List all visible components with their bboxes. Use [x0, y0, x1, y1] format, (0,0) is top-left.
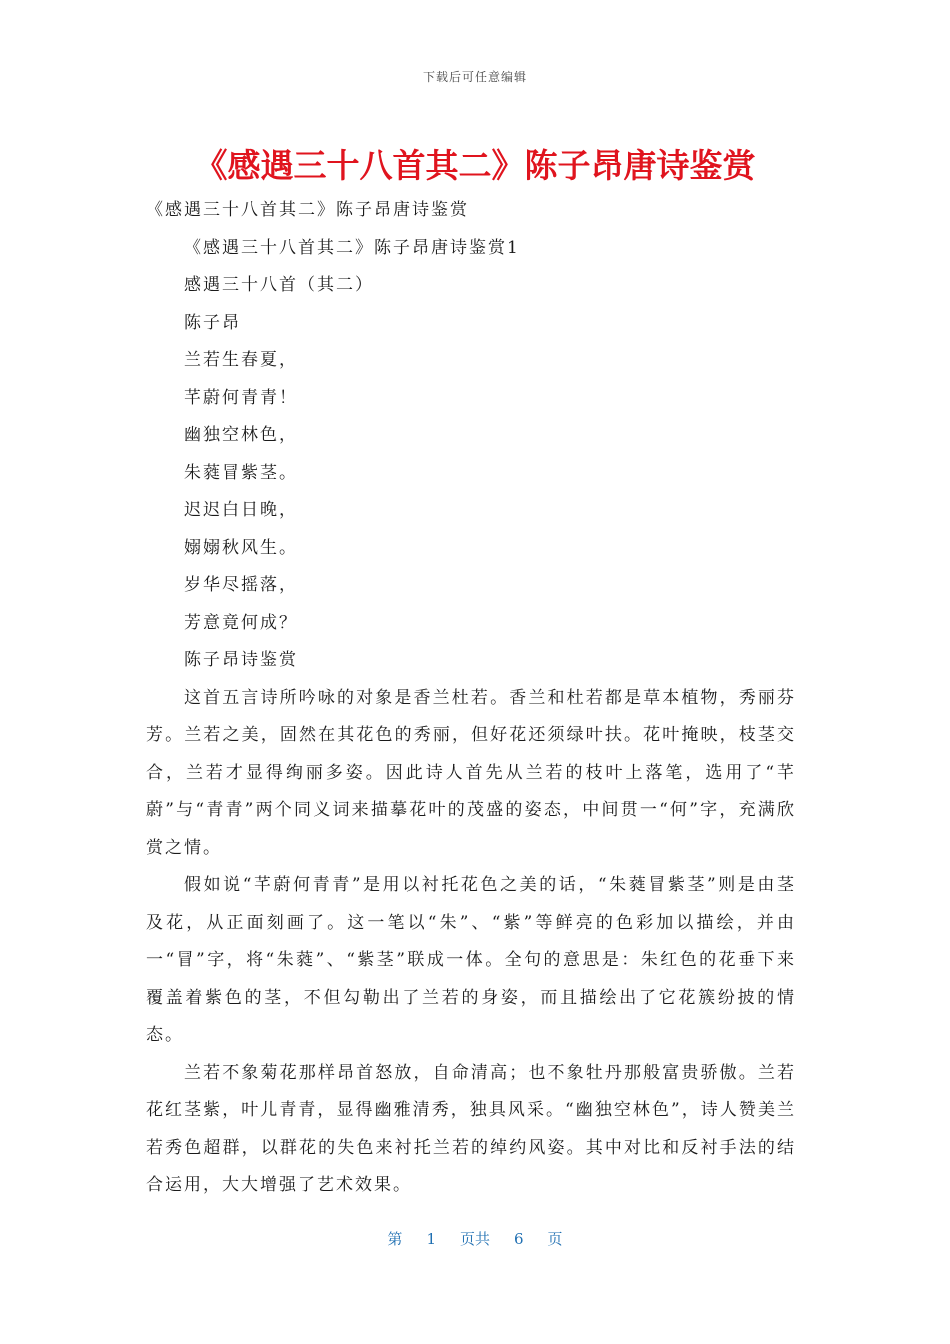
footer-total-word: 页共 — [459, 1230, 490, 1248]
footer-end-word: 页 — [547, 1230, 563, 1248]
footer-total-pages: 6 — [514, 1230, 524, 1248]
poem-line: 朱蕤冒紫茎。 — [184, 462, 298, 483]
footer-page-number: 1 — [426, 1230, 436, 1248]
subtitle-line: 《感遇三十八首其二》陈子昂唐诗鉴赏 — [146, 200, 469, 220]
paragraph: 这首五言诗所吟咏的对象是香兰杜若。香兰和杜若都是草本植物，秀丽芬芳。兰若之美，固然在其花色的秀丽，但好花还须绿叶扶。花叶掩映，枝茎交合，兰若才显得绚丽多姿。因此诗人首先从兰若的枝叶上落笔，选用了“芊蔚”与“青青”两个同义词来描摹花叶的茂盛的姿态，中间贯一“何”字，充满欣赏之情。 — [146, 687, 797, 858]
poem-line: 芊蔚何青青！ — [184, 387, 298, 408]
poem-line: 嫋嫋秋风生。 — [184, 537, 298, 558]
poet-name: 陈子昂 — [184, 312, 241, 333]
footer-page-word: 第 — [387, 1230, 403, 1248]
poem-line: 幽独空林色， — [184, 425, 298, 445]
paragraph: 假如说“芊蔚何青青”是用以衬托花色之美的话，“朱蕤冒紫茎”则是由茎及花，从正面刻画了。这一笔以“朱”、“紫”等鲜亮的色彩加以描绘，并由一“冒”字，将“朱蕤”、“紫茎”联成一体。全句的意思是：朱红色的花垂下来覆盖着紫色的茎，不但勾勒出了兰若的身姿，而且描绘出了它花簇纷披的情态。 — [146, 875, 796, 1045]
document-body — [146, 192, 796, 1205]
poem-line: 岁华尽摇落， — [184, 575, 298, 595]
poem-line: 迟迟白日晚， — [184, 500, 298, 520]
document-title: 《感遇三十八首其二》陈子昂唐诗鉴赏 — [194, 146, 756, 185]
page-footer — [0, 1228, 950, 1249]
poem-title: 感遇三十八首（其二） — [184, 275, 374, 295]
section-heading: 《感遇三十八首其二》陈子昂唐诗鉴赏1 — [184, 237, 520, 258]
paragraph: 兰若不象菊花那样昂首怒放，自命清高；也不象牡丹那般富贵骄傲。兰若花红茎紫，叶儿青青，显得幽雅清秀，独具风采。“幽独空林色”，诗人赞美兰若秀色超群，以群花的失色来衬托兰若的绰约风姿。其中对比和反衬手法的结合运用，大大增强了艺术效果。 — [146, 1062, 796, 1195]
appreciation-heading: 陈子昂诗鉴赏 — [184, 650, 298, 670]
header-note: 下载后可任意编辑 — [422, 70, 527, 84]
poem-line: 芳意竟何成？ — [184, 612, 298, 633]
poem-line: 兰若生春夏， — [184, 350, 298, 370]
